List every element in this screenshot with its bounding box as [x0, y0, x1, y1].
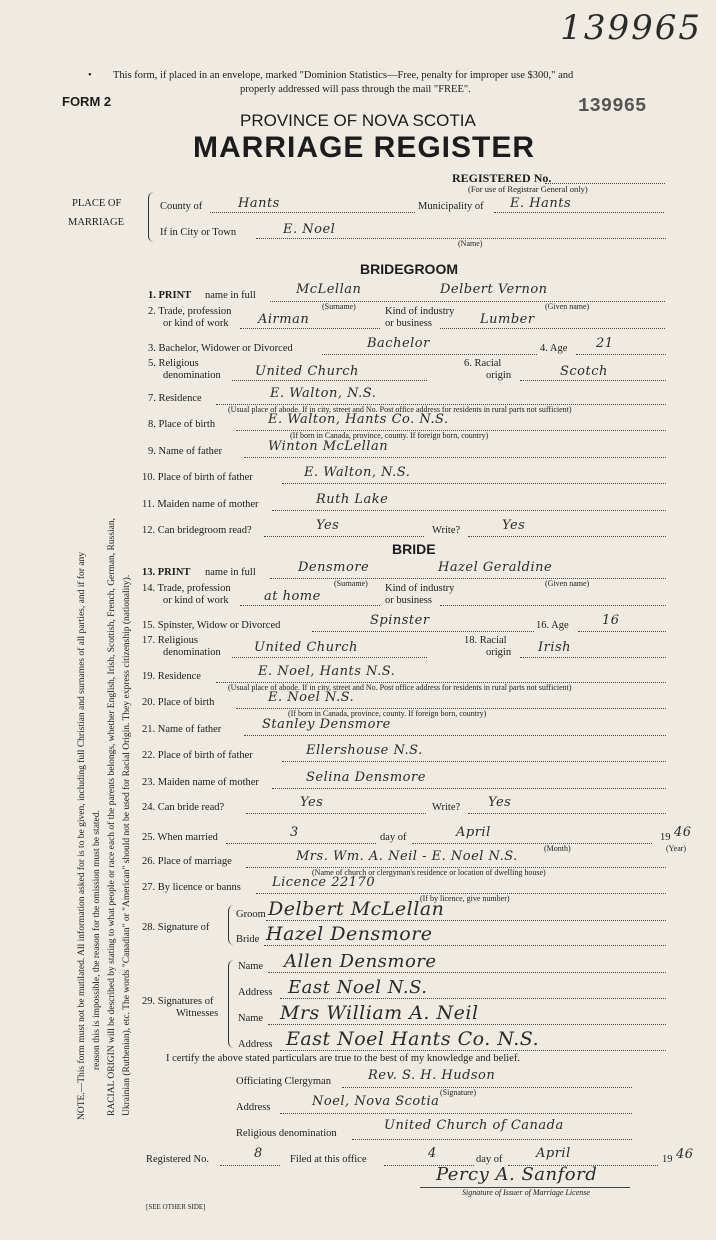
denomination-label: Religious denomination	[236, 1128, 337, 1139]
bride-father-label: 21. Name of father	[142, 724, 222, 735]
witness2-address-line	[280, 1050, 666, 1051]
certify-statement: I certify the above stated particulars are true to the best of my knowledge and belief.	[166, 1053, 520, 1064]
groom-print-label: 1. PRINT	[148, 290, 192, 301]
groom-write-label: Write?	[432, 525, 461, 536]
registered-no-footer-value: 8	[254, 1146, 263, 1161]
groom-racial-label1: 6. Racial	[464, 358, 502, 369]
groom-read-label: 12. Can bridegroom read?	[142, 525, 252, 536]
when-married-month-note: (Month)	[544, 844, 571, 853]
groom-racial-label2: origin	[486, 370, 512, 381]
handwritten-register-number: 139965	[560, 8, 702, 48]
county-label: County of	[160, 201, 203, 212]
groom-religion-line	[232, 380, 427, 381]
groom-sig-label: Groom	[236, 909, 266, 920]
groom-religion-label2: denomination	[163, 370, 221, 381]
bride-given-name: Hazel Geraldine	[438, 560, 553, 575]
groom-age-label: 4. Age	[540, 343, 568, 354]
groom-write-line	[468, 536, 666, 537]
witness2-name-line	[268, 1024, 666, 1025]
witnesses-label1: 29. Signatures of	[142, 996, 214, 1007]
bride-industry-label2: or business	[385, 595, 432, 606]
bride-racial-label1: 18. Racial	[464, 635, 507, 646]
groom-given-note: (Given name)	[545, 302, 590, 311]
filed-day: 4	[428, 1146, 437, 1161]
witness1-name-line	[268, 972, 666, 973]
bride-sig-line	[264, 945, 666, 946]
issuer-signature: Percy A. Sanford	[436, 1164, 598, 1185]
clergyman-label: Officiating Clergyman	[236, 1076, 331, 1087]
groom-signature: Delbert McLellan	[268, 898, 445, 920]
filed-label: Filed at this office	[290, 1154, 367, 1165]
bride-religion-value: United Church	[254, 640, 358, 655]
bride-heading: BRIDE	[392, 541, 436, 557]
groom-residence-value: E. Walton, N.S.	[270, 386, 377, 401]
signature-of-label: 28. Signature of	[142, 922, 210, 933]
bride-birthplace-value: E. Noel N.S.	[268, 690, 355, 705]
filed-day-of: day of	[476, 1154, 503, 1165]
bride-write-value: Yes	[488, 795, 512, 810]
when-married-month: April	[456, 825, 491, 840]
groom-read-value: Yes	[316, 518, 340, 533]
bride-religion-line	[232, 657, 427, 658]
mail-notice-line1: This form, if placed in an envelope, marked "Dominion Statistics—Free, penalty for improper use $300," and	[113, 70, 574, 81]
groom-father-birthplace-line	[282, 483, 666, 484]
groom-industry-value: Lumber	[480, 312, 535, 327]
bride-religion-label2: denomination	[163, 647, 221, 658]
witnesses-label2: Witnesses	[176, 1008, 219, 1019]
sidebar-note-line4: Ukrainian (Ruthenian), etc. The words "Canadian" or "American" should not be used for Racial Origin. They express citizenship (nationality).	[122, 574, 132, 1116]
denomination-line	[352, 1139, 632, 1140]
groom-racial-value: Scotch	[560, 364, 608, 379]
clergy-address-label: Address	[236, 1102, 271, 1113]
clergy-address-line	[280, 1113, 632, 1114]
bride-write-line	[468, 813, 666, 814]
registered-no-footer-line	[220, 1165, 280, 1166]
when-married-day-of: day of	[380, 832, 407, 843]
bride-marital-line	[312, 631, 534, 632]
when-married-year: 46	[674, 825, 692, 840]
groom-father-label: 9. Name of father	[148, 446, 223, 457]
groom-read-line	[264, 536, 424, 537]
groom-age-value: 21	[596, 336, 614, 351]
bride-print-label: 13. PRINT	[142, 567, 191, 578]
groom-surname-note: (Surname)	[322, 302, 356, 311]
bride-birthplace-note: (If born in Canada, province, county. If foreign born, country)	[288, 709, 487, 718]
groom-birthplace-note: (If born in Canada, province, county. If foreign born, country)	[290, 431, 489, 440]
denomination-value: United Church of Canada	[384, 1118, 564, 1133]
groom-trade-label2: or kind of work	[163, 318, 229, 329]
when-married-label: 25. When married	[142, 832, 218, 843]
bride-age-line	[578, 631, 666, 632]
groom-given-name: Delbert Vernon	[440, 282, 548, 297]
groom-mother-line	[272, 510, 666, 511]
bride-name-line	[270, 578, 666, 579]
groom-industry-line	[440, 328, 665, 329]
witness1-address-label: Address	[238, 987, 273, 998]
witness1-name-label: Name	[238, 961, 264, 972]
mail-notice-line2: properly addressed will pass through the mail "FREE".	[240, 84, 471, 95]
bride-father-line	[244, 735, 666, 736]
bride-read-line	[246, 813, 426, 814]
place-label-line1: PLACE OF	[72, 198, 122, 209]
bride-racial-value: Irish	[538, 640, 572, 655]
groom-father-value: Winton McLellan	[268, 439, 389, 454]
witness2-address: East Noel Hants Co. N.S.	[286, 1028, 540, 1050]
bride-industry-label1: Kind of industry	[385, 583, 455, 594]
when-married-day: 3	[290, 825, 299, 840]
bride-sig-label: Bride	[236, 934, 260, 945]
bride-residence-label: 19. Residence	[142, 671, 201, 682]
witness1-address-line	[280, 998, 666, 999]
municipality-value: E. Hants	[510, 196, 572, 211]
place-of-marriage-label: 26. Place of marriage	[142, 856, 232, 867]
filed-year-prefix: 19	[662, 1154, 673, 1165]
county-value: Hants	[238, 196, 280, 211]
sidebar-note-line2: reason this is impossible, the reason for the omission must be stated.	[92, 810, 102, 1070]
witness1-address: East Noel N.S.	[288, 977, 428, 998]
page-title: MARRIAGE REGISTER	[193, 131, 536, 164]
groom-father-line	[244, 457, 666, 458]
bride-racial-line	[520, 657, 666, 658]
groom-sig-line	[266, 920, 666, 921]
place-brace	[148, 192, 155, 242]
groom-residence-note: (Usual place of abode. If in city, street and No. Post office address for residents in rural parts not sufficient)	[228, 405, 572, 414]
groom-trade-label1: 2. Trade, profession	[148, 306, 232, 317]
groom-trade-line	[240, 328, 380, 329]
municipality-label: Municipality of	[418, 201, 484, 212]
licence-label: 27. By licence or banns	[142, 882, 241, 893]
groom-surname: McLellan	[296, 282, 362, 297]
witnesses-brace	[228, 960, 234, 1048]
witness2-name: Mrs William A. Neil	[280, 1002, 479, 1024]
when-married-month-line	[412, 843, 652, 844]
groom-marital-label: 3. Bachelor, Widower or Divorced	[148, 343, 293, 354]
bride-trade-label2: or kind of work	[163, 595, 229, 606]
bride-racial-label2: origin	[486, 647, 512, 658]
groom-birthplace-value: E. Walton, Hants Co. N.S.	[268, 412, 449, 427]
sidebar-note-line3: RACIAL ORIGIN will be described by stating to what people or race each of the parents belongs, whether English, Irish, Scottish, French, German, Russian,	[107, 517, 117, 1116]
groom-marital-value: Bachelor	[367, 336, 430, 351]
bride-mother-value: Selina Densmore	[306, 770, 426, 785]
clergyman-line	[342, 1087, 632, 1088]
clergyman-signature-note: (Signature)	[440, 1088, 476, 1097]
bride-father-birthplace-line	[282, 761, 666, 762]
bride-father-birthplace-label: 22. Place of birth of father	[142, 750, 253, 761]
groom-father-birthplace-label: 10. Place of birth of father	[142, 472, 253, 483]
groom-mother-value: Ruth Lake	[316, 492, 389, 507]
groom-trade-value: Airman	[258, 312, 310, 327]
groom-write-value: Yes	[502, 518, 526, 533]
bride-industry-line	[440, 605, 666, 606]
county-line	[210, 212, 415, 213]
groom-industry-label1: Kind of industry	[385, 306, 455, 317]
witness2-name-label: Name	[238, 1013, 264, 1024]
registered-no-footer-label: Registered No.	[146, 1154, 209, 1165]
groom-industry-label2: or business	[385, 318, 432, 329]
bride-surname: Densmore	[298, 560, 370, 575]
notice-dot: •	[88, 70, 92, 81]
bride-name-label: name in full	[205, 567, 256, 578]
city-label: If in City or Town	[160, 227, 237, 238]
bride-birthplace-label: 20. Place of birth	[142, 697, 215, 708]
bride-age-value: 16	[602, 613, 620, 628]
bride-residence-value: E. Noel, Hants N.S.	[258, 664, 396, 679]
groom-mother-label: 11. Maiden name of mother	[142, 499, 259, 510]
bride-trade-line	[240, 605, 380, 606]
groom-religion-label1: 5. Religious	[148, 358, 199, 369]
witness1-name: Allen Densmore	[284, 951, 437, 972]
bride-marital-label: 15. Spinster, Widow or Divorced	[142, 620, 281, 631]
sidebar-note-line1: NOTE.—This form must not be mutilated. All information asked for is to be given, including full Christian and surnames of all parties, and if for any	[77, 551, 87, 1120]
bride-trade-label1: 14. Trade, profession	[142, 583, 231, 594]
registered-no-label: REGISTERED No.	[452, 171, 552, 185]
bride-signature: Hazel Densmore	[266, 923, 433, 945]
when-married-year-note: (Year)	[666, 844, 687, 853]
groom-religion-value: United Church	[255, 364, 359, 379]
filed-month: April	[536, 1146, 571, 1161]
groom-name-label: name in full	[205, 290, 256, 301]
city-value: E. Noel	[283, 222, 336, 237]
bride-given-note: (Given name)	[545, 579, 590, 588]
clergy-address-value: Noel, Nova Scotia	[312, 1094, 440, 1109]
groom-father-birthplace-value: E. Walton, N.S.	[304, 465, 411, 480]
clergyman-signature: Rev. S. H. Hudson	[368, 1068, 496, 1083]
bride-residence-note: (Usual place of abode. If in city, street and No. Post office address for residents in rural parts not sufficient)	[228, 683, 572, 692]
bride-mother-label: 23. Maiden name of mother	[142, 777, 259, 788]
groom-residence-label: 7. Residence	[148, 393, 202, 404]
bride-marital-value: Spinster	[370, 613, 430, 628]
filed-year: 46	[676, 1147, 694, 1162]
licence-note: (If by licence, give number)	[420, 894, 510, 903]
place-label-line2: MARRIAGE	[68, 217, 125, 228]
municipality-line	[494, 212, 664, 213]
bride-surname-note: (Surname)	[334, 579, 368, 588]
witness2-address-label: Address	[238, 1039, 273, 1050]
signature-brace	[228, 905, 234, 945]
bride-father-value: Stanley Densmore	[262, 717, 391, 732]
groom-birthplace-label: 8. Place of birth	[148, 419, 216, 430]
province-heading: PROVINCE OF NOVA SCOTIA	[240, 111, 476, 130]
when-married-year-prefix: 19	[660, 832, 671, 843]
see-other-side: [SEE OTHER SIDE]	[146, 1203, 206, 1211]
bride-read-value: Yes	[300, 795, 324, 810]
place-of-marriage-note: (Name of church or clergyman's residence or location of dwelling house)	[312, 868, 546, 877]
when-married-day-line	[226, 843, 376, 844]
bride-age-label: 16. Age	[536, 620, 569, 631]
licence-value: Licence 22170	[272, 875, 376, 890]
issuer-signature-note: Signature of Issuer of Marriage License	[462, 1188, 590, 1197]
groom-age-line	[576, 354, 666, 355]
stamped-number: 139965	[578, 95, 647, 117]
bride-trade-value: at home	[264, 589, 321, 604]
form-label: FORM 2	[62, 94, 112, 109]
bride-write-label: Write?	[432, 802, 461, 813]
registered-no-note: (For use of Registrar General only)	[468, 184, 588, 194]
bride-father-birthplace-value: Ellershouse N.S.	[306, 743, 423, 758]
bride-religion-label1: 17. Religious	[142, 635, 199, 646]
bride-read-label: 24. Can bride read?	[142, 802, 225, 813]
bridegroom-heading: BRIDEGROOM	[360, 261, 458, 277]
city-name-note: (Name)	[458, 239, 483, 248]
groom-marital-line	[322, 354, 537, 355]
groom-racial-line	[520, 380, 666, 381]
bride-mother-line	[272, 788, 666, 789]
place-of-marriage-value: Mrs. Wm. A. Neil - E. Noel N.S.	[296, 849, 518, 864]
